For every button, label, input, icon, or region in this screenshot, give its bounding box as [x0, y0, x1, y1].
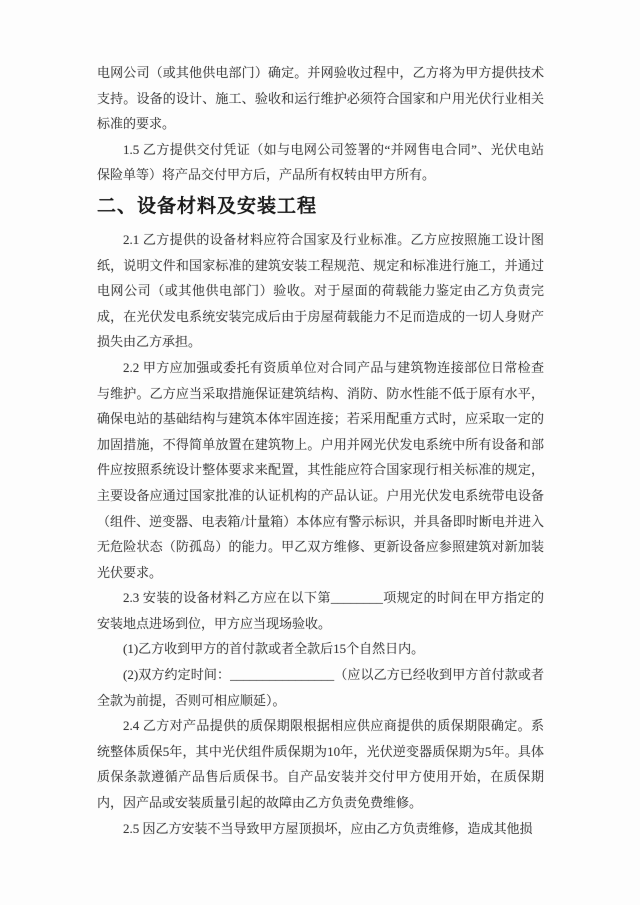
clause-2-3-item-2-paragraph: (2)双方约定时间：________________（应以乙方已经收到甲方首付款或者全款为前提，否则可相应顺延）。	[97, 667, 544, 708]
clause-1-4-continuation-paragraph: 电网公司（或其他供电部门）确定。并网验收过程中，乙方将为甲方提供技术支持。设备的设计、施工、验收和运行维护必须符合国家和户用光伏行业相关标准的要求。	[97, 65, 544, 132]
clause-1-5-paragraph: 1.5 乙方提供交付凭证（如与电网公司签署的“并网售电合同”、光伏电站保险单等）将产品交付甲方后，产品所有权转由甲方所有。	[97, 141, 544, 183]
clause-2-3-item-1-paragraph: (1)乙方收到甲方的首付款或者全款后15个自然日内。	[123, 641, 425, 657]
clause-2-5-paragraph: 2.5 因乙方安装不当导致甲方屋顶损坏，应由乙方负责维修，造成其他损	[123, 820, 533, 836]
clause-2-2-paragraph: 2.2 甲方应加强或委托有资质单位对合同产品与建筑物连接部位日常检查与维护。乙方应当采取措施保证建筑结构、消防、防水性能不低于原有水平，确保电站的基础结构与建筑本体牢固连接；若采用配重方式时，应采取一定的加固措施，不得简单放置在建筑物上。户用并网光伏发电系统中所有设备和部件应按照系统设计整体要求来配置，其性能应符合国家现行相关标准的规定，主要设备应通过国家批准的认证机构的产品认证。户用光伏发电系统带电设备（组件、逆变器、电表箱/计量箱）本体应有警示标识，并具备即时断电并进入无危险状态（防孤岛）的能力。甲乙双方维修、更新设备应参照建筑对新加装光伏要求。	[97, 359, 544, 580]
clause-2-1-paragraph: 2.1 乙方提供的设备材料应符合国家及行业标准。乙方应按照施工设计图纸，说明文件和国家标准的建筑安装工程规范、规定和标准进行施工，并通过电网公司（或其他供电部门）验收。对于屋面的荷载能力鉴定由乙方负责完成，在光伏发电系统安装完成后由于房屋荷载能力不足而造成的一切人身财产损失由乙方承担。	[97, 231, 544, 350]
clause-2-3-paragraph: 2.3 安装的设备材料乙方应在以下第________项规定的时间在甲方指定的安装地点进场到位，甲方应当现场验收。	[97, 590, 544, 631]
clause-2-4-paragraph: 2.4 乙方对产品提供的质保期限根据相应供应商提供的质保期限确定。系统整体质保5年，其中光伏组件质保期为10年，光伏逆变器质保期为5年。具体质保条款遵循产品售后质保书。自产品安装并交付甲方使用开始，在质保期内，因产品或安装质量引起的故障由乙方负责免费维修。	[97, 718, 544, 811]
section-2-heading: 二、设备材料及安装工程	[97, 195, 318, 217]
